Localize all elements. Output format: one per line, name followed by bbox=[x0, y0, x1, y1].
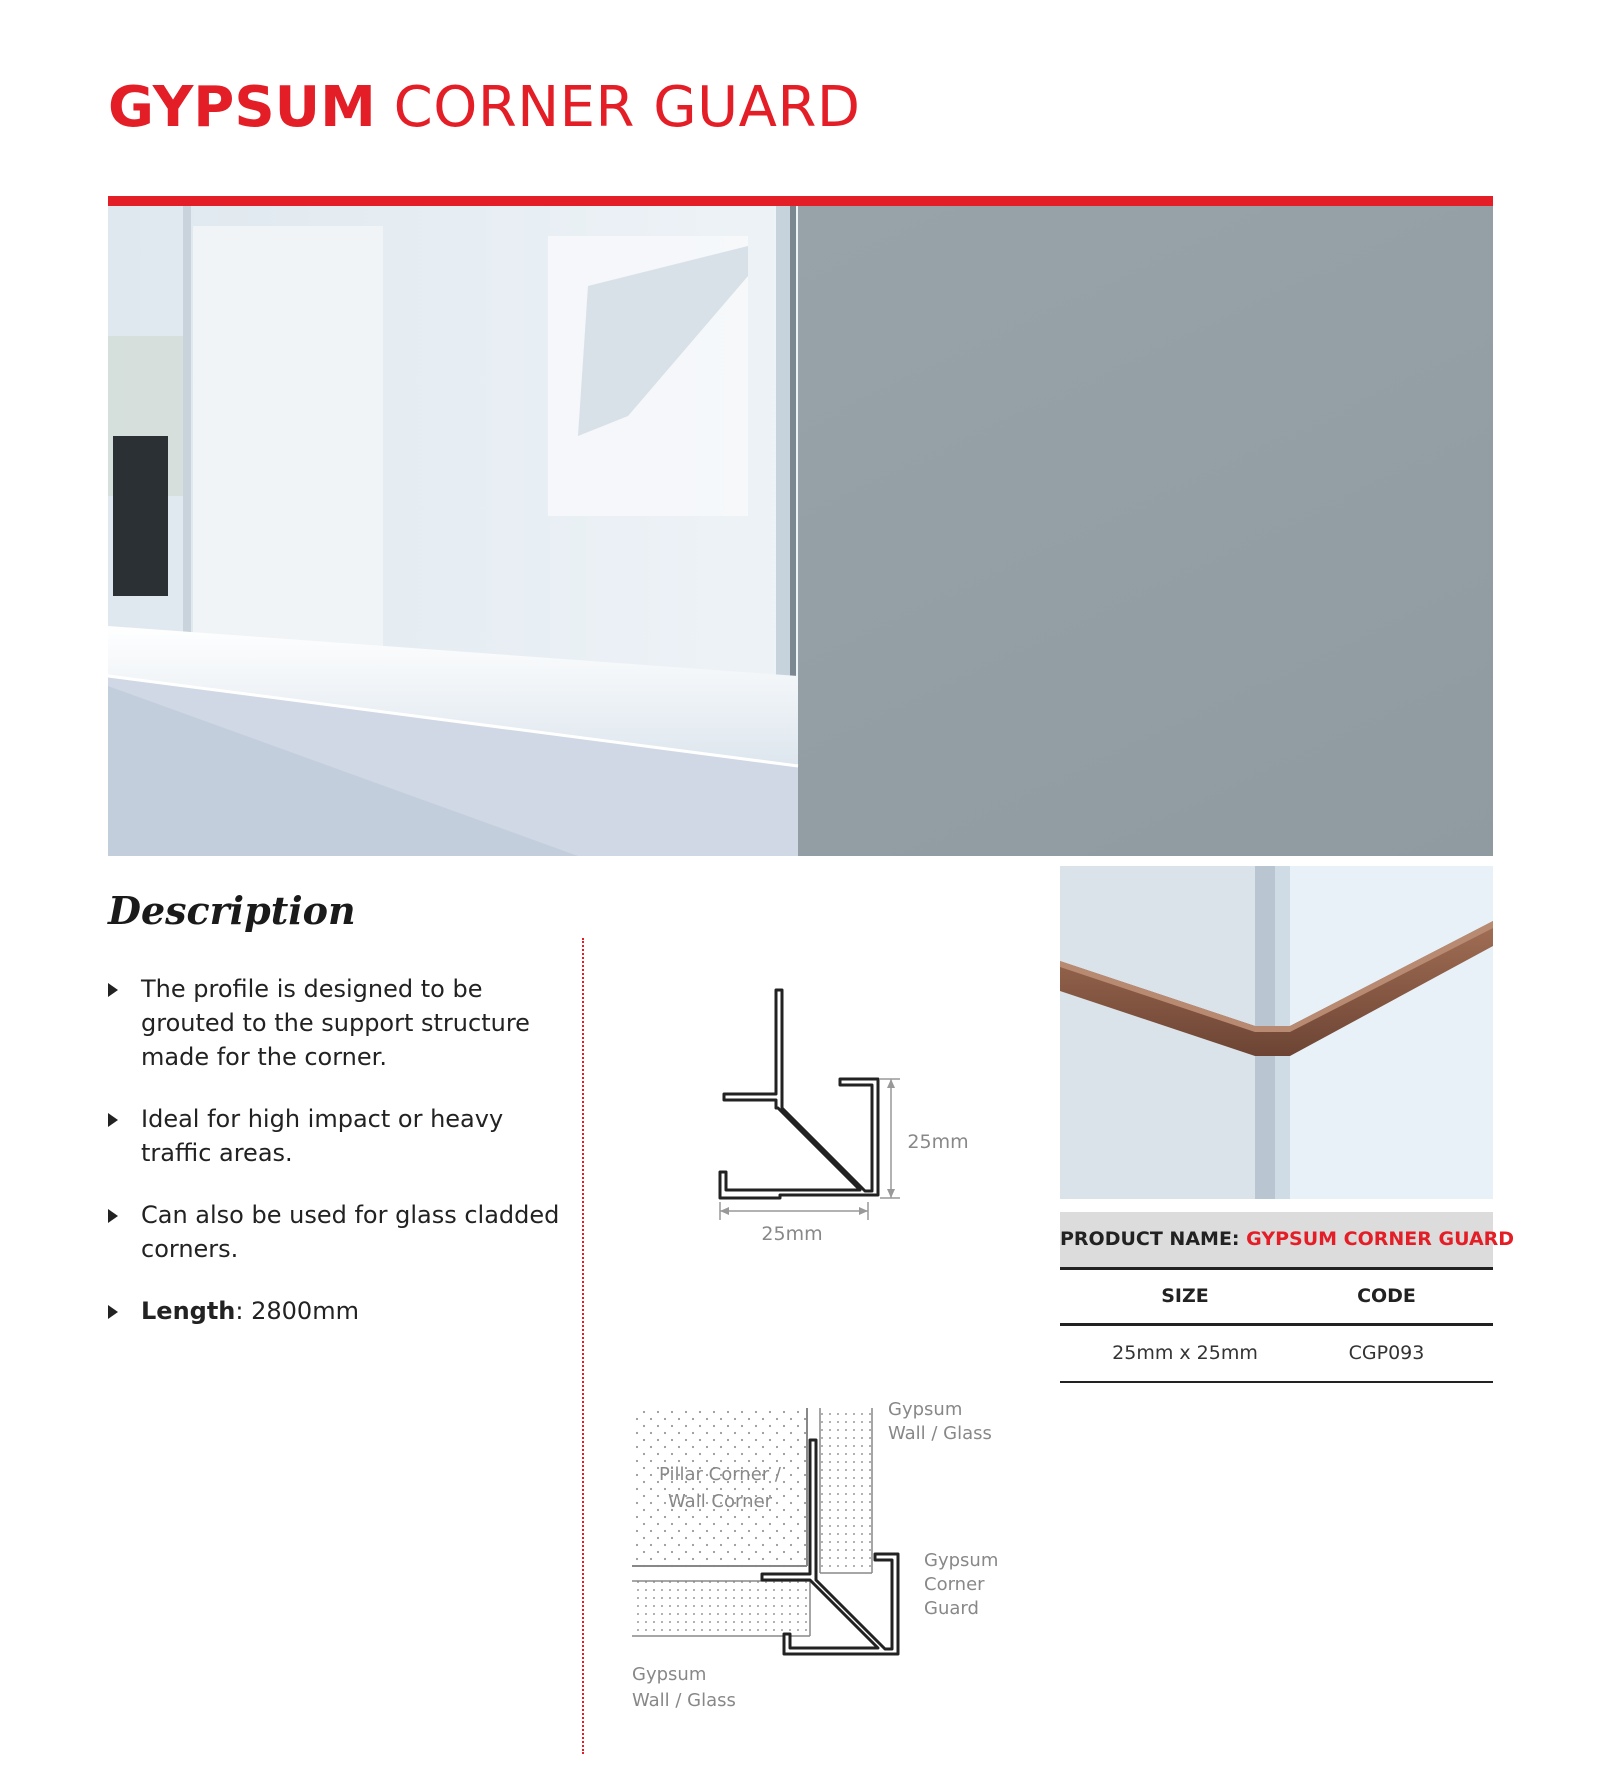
wall-top-label-line2: Wall / Glass bbox=[888, 1423, 992, 1444]
code-header: CODE bbox=[1357, 1285, 1416, 1307]
list-item: Ideal for high impact or heavy traffic areas. bbox=[108, 1102, 578, 1170]
guard-label-line2: Corner bbox=[924, 1574, 985, 1595]
wall-top-label-line1: Gypsum bbox=[888, 1399, 963, 1420]
product-name-value: GYPSUM CORNER GUARD bbox=[1246, 1228, 1515, 1250]
pillar-label-line2: Wall Corner bbox=[668, 1491, 772, 1512]
wall-bottom-area bbox=[632, 1581, 810, 1636]
length-value: : 2800mm bbox=[235, 1297, 359, 1325]
profile-diagram bbox=[700, 980, 980, 1250]
product-name-label: PRODUCT NAME: bbox=[1060, 1228, 1240, 1250]
table-header bbox=[1060, 1267, 1493, 1326]
pillar-corner-area bbox=[632, 1408, 807, 1568]
bullet-arrow-icon bbox=[108, 983, 118, 997]
description-heading: Description bbox=[108, 888, 356, 933]
product-photo bbox=[1060, 866, 1493, 1199]
guard-label-line3: Guard bbox=[924, 1598, 979, 1619]
height-dimension-label: 25mm bbox=[907, 1131, 969, 1153]
product-photo-illustration bbox=[1060, 866, 1493, 1199]
width-dimension-label: 25mm bbox=[761, 1223, 823, 1245]
pillar-label-line1: Pillar Corner / bbox=[659, 1464, 781, 1485]
size-header: SIZE bbox=[1161, 1285, 1209, 1307]
wall-top-area bbox=[820, 1408, 872, 1573]
page-title bbox=[108, 72, 860, 144]
list-item: Can also be used for glass cladded corners. bbox=[108, 1198, 578, 1266]
bullet-arrow-icon bbox=[108, 1209, 118, 1223]
corner-guard-profile-outline bbox=[720, 990, 878, 1198]
bullet-arrow-icon bbox=[108, 1305, 118, 1319]
product-name-row bbox=[1060, 1212, 1515, 1267]
description-list bbox=[108, 972, 578, 1356]
table-row bbox=[1060, 1326, 1493, 1383]
code-cell: CGP093 bbox=[1348, 1342, 1425, 1364]
installation-diagram bbox=[620, 1388, 1040, 1748]
hero-photo bbox=[108, 206, 1493, 856]
accent-bar bbox=[108, 196, 1493, 206]
hero-photo-illustration bbox=[108, 206, 1493, 856]
size-cell: 25mm x 25mm bbox=[1112, 1342, 1258, 1364]
wall-bottom-label-line2: Wall / Glass bbox=[632, 1690, 736, 1711]
dotted-divider bbox=[582, 938, 584, 1754]
title-light: CORNER GUARD bbox=[393, 75, 861, 140]
list-item bbox=[108, 1294, 578, 1328]
list-item: The profile is designed to be grouted to the support structure made for the corner. bbox=[108, 972, 578, 1074]
wall-bottom-label-line1: Gypsum bbox=[632, 1664, 707, 1685]
bullet-arrow-icon bbox=[108, 1113, 118, 1127]
title-bold: GYPSUM bbox=[108, 75, 376, 140]
product-table bbox=[1060, 1212, 1515, 1383]
length-label: Length bbox=[141, 1297, 236, 1325]
guard-label-line1: Gypsum bbox=[924, 1550, 999, 1571]
